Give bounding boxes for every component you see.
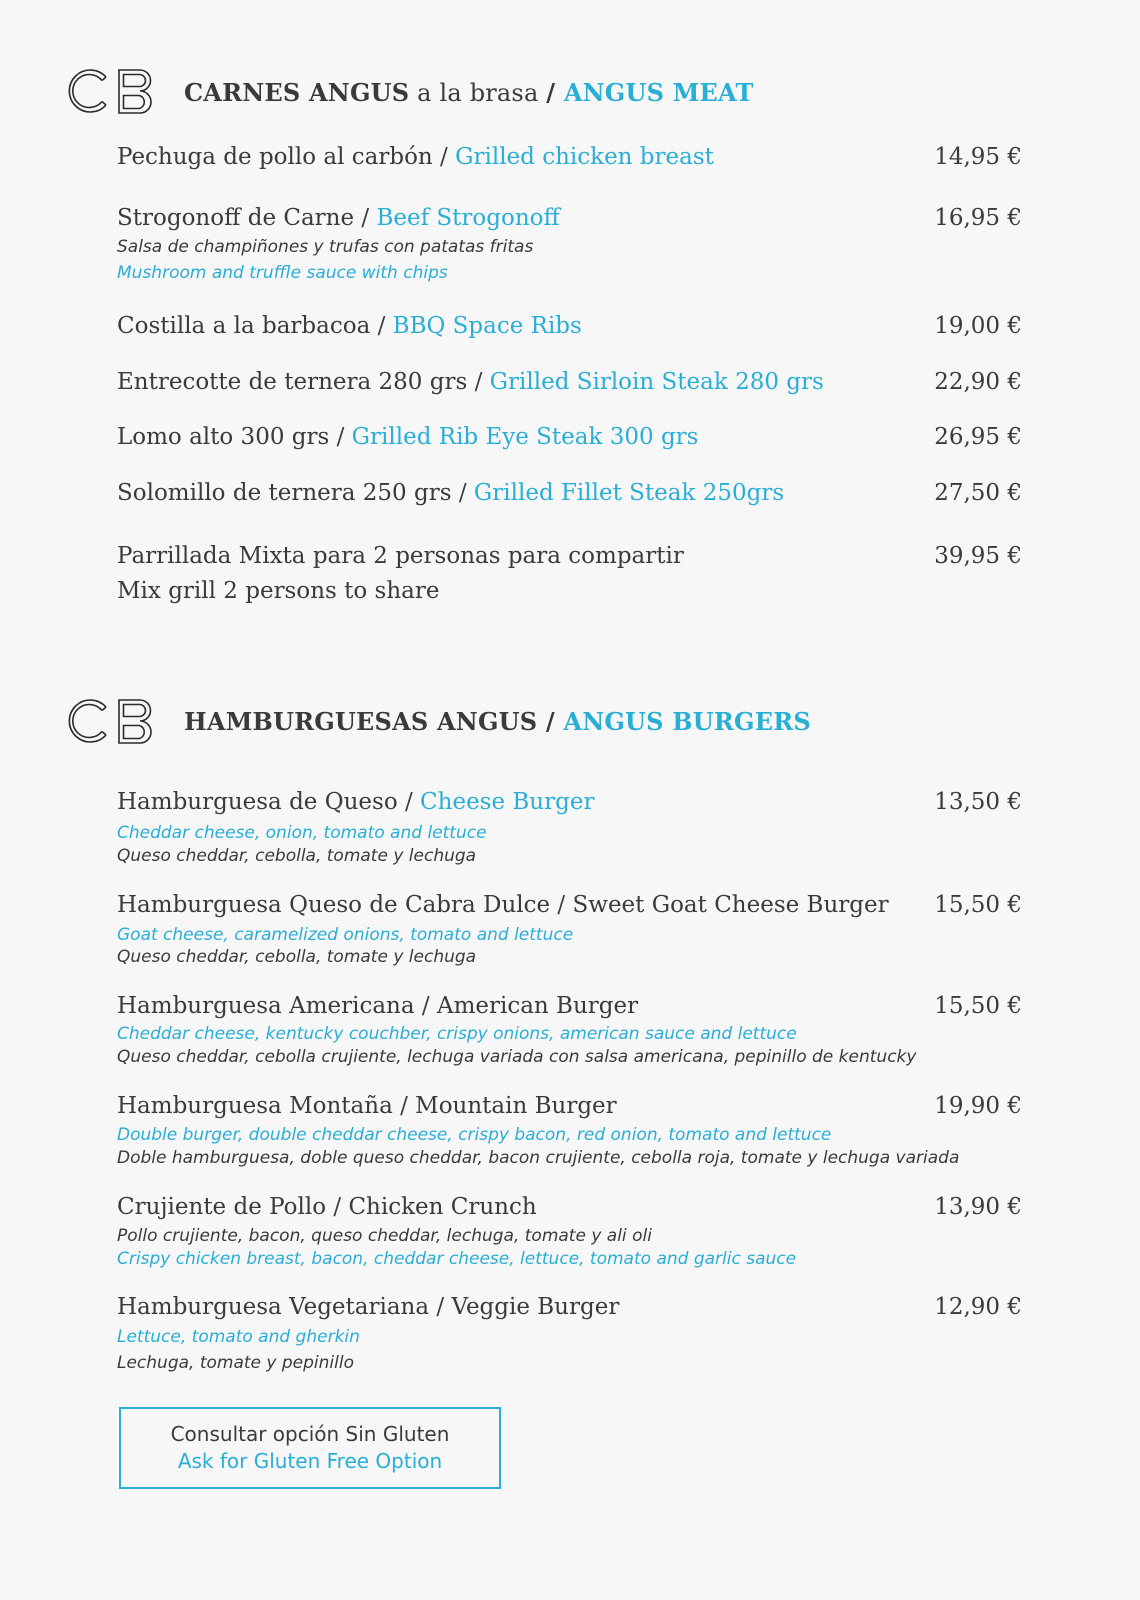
menu-item-name-en: Grilled Fillet Steak 250grs xyxy=(473,480,785,506)
menu-item-price: 39,95 € xyxy=(934,543,1022,569)
menu-item-description-en: Double burger, double cheddar cheese, crispy bacon, red onion, tomato and lettuce xyxy=(117,1125,832,1145)
section-title-angus-meat xyxy=(184,78,754,108)
menu-item-name xyxy=(117,142,714,172)
menu-item-name-es: Hamburguesa de Queso / xyxy=(117,789,421,815)
menu-item-name-es: Pechuga de pollo al carbón / xyxy=(117,144,456,170)
menu-item-name-es: Entrecotte de ternera 280 grs / xyxy=(117,369,490,395)
menu-item-name-es: Strogonoff de Carne / xyxy=(117,205,377,231)
menu-item-name xyxy=(117,311,582,341)
menu-item-price: 14,95 € xyxy=(934,144,1022,170)
menu-item-name xyxy=(117,478,784,508)
menu-item-description-en: Mushroom and truffle sauce with chips xyxy=(117,263,448,283)
menu-item-price: 16,95 € xyxy=(934,205,1022,231)
menu-item-price: 27,50 € xyxy=(934,480,1022,506)
menu-item-name-en: Grilled chicken breast xyxy=(455,144,714,170)
gluten-free-notice xyxy=(119,1407,501,1489)
menu-item-name: Hamburguesa Vegetariana / Veggie Burger xyxy=(117,1294,620,1320)
menu-item-description-es: Salsa de champiñones y trufas con patatas fritas xyxy=(117,237,534,257)
menu-item-description-en: Cheddar cheese, kentucky couchber, crispy onions, american sauce and lettuce xyxy=(117,1024,797,1044)
menu-item-price: 13,90 € xyxy=(934,1194,1022,1220)
menu-item-price: 12,90 € xyxy=(934,1294,1022,1320)
cb-logo xyxy=(66,66,160,116)
section-title-es: CARNES ANGUS xyxy=(184,78,410,107)
menu-item-description-es: Queso cheddar, cebolla, tomate y lechuga xyxy=(117,846,477,866)
section-title-es-light: a la brasa xyxy=(409,79,547,107)
menu-item-price: 22,90 € xyxy=(934,369,1022,395)
menu-item-price: 15,50 € xyxy=(934,993,1022,1019)
menu-item-description-en: Lettuce, tomato and gherkin xyxy=(117,1327,360,1347)
section-title-angus-burgers xyxy=(184,707,811,737)
menu-item-name: Hamburguesa Queso de Cabra Dulce / Sweet Goat Cheese Burger xyxy=(117,892,889,918)
gluten-free-text-es: Consultar opción Sin Gluten xyxy=(170,1422,450,1446)
menu-item-description-es: Lechuga, tomate y pepinillo xyxy=(117,1353,354,1373)
section-title-en: ANGUS MEAT xyxy=(563,78,754,107)
menu-item-price: 26,95 € xyxy=(934,424,1022,450)
menu-item-description-en: Crispy chicken breast, bacon, cheddar cheese, lettuce, tomato and garlic sauce xyxy=(117,1249,797,1269)
menu-item-price: 19,90 € xyxy=(934,1093,1022,1119)
menu-item-price: 19,00 € xyxy=(934,313,1022,339)
menu-item-name-es: Costilla a la barbacoa / xyxy=(117,313,393,339)
menu-item-name-es: Solomillo de ternera 250 grs / xyxy=(117,480,474,506)
menu-item-name: Hamburguesa Americana / American Burger xyxy=(117,993,639,1019)
menu-item-name xyxy=(117,787,594,817)
menu-item-description-en: Cheddar cheese, onion, tomato and lettuce xyxy=(117,823,487,843)
menu-item-name xyxy=(117,422,698,452)
menu-item-description-en: Goat cheese, caramelized onions, tomato and lettuce xyxy=(117,925,574,945)
menu-item-name xyxy=(117,367,824,397)
menu-item-name-es: Parrillada Mixta para 2 personas para compartir xyxy=(117,543,684,569)
menu-item-name-en: BBQ Space Ribs xyxy=(392,313,582,339)
menu-item-name-en: Grilled Rib Eye Steak 300 grs xyxy=(351,424,699,450)
section-title-en: ANGUS BURGERS xyxy=(563,707,811,736)
menu-item-description-es: Doble hamburguesa, doble queso cheddar, bacon crujiente, cebolla roja, tomate y lechuga variada xyxy=(117,1148,960,1168)
menu-item-price: 15,50 € xyxy=(934,892,1022,918)
cb-logo xyxy=(66,696,160,746)
section-title-es: HAMBURGUESAS ANGUS xyxy=(184,707,538,736)
menu-item-description-es: Queso cheddar, cebolla, tomate y lechuga xyxy=(117,947,477,967)
menu-item-name-en: Grilled Sirloin Steak 280 grs xyxy=(489,369,824,395)
menu-item-name xyxy=(117,203,560,233)
menu-item-name-en: Beef Strogonoff xyxy=(376,205,560,231)
menu-item-name-en: Mix grill 2 persons to share xyxy=(117,578,440,604)
menu-item-name-en: Cheese Burger xyxy=(420,789,595,815)
menu-item-name: Hamburguesa Montaña / Mountain Burger xyxy=(117,1093,617,1119)
section-title-sep: / xyxy=(546,78,564,107)
gluten-free-text-en: Ask for Gluten Free Option xyxy=(177,1449,443,1473)
menu-item-price: 13,50 € xyxy=(934,789,1022,815)
menu-item-description-es: Pollo crujiente, bacon, queso cheddar, lechuga, tomate y ali oli xyxy=(117,1226,652,1246)
menu-item-name-es: Lomo alto 300 grs / xyxy=(117,424,352,450)
section-title-sep: / xyxy=(537,707,564,736)
menu-item-description-es: Queso cheddar, cebolla crujiente, lechuga variada con salsa americana, pepinillo de kentucky xyxy=(117,1047,917,1067)
menu-item-name: Crujiente de Pollo / Chicken Crunch xyxy=(117,1194,537,1220)
